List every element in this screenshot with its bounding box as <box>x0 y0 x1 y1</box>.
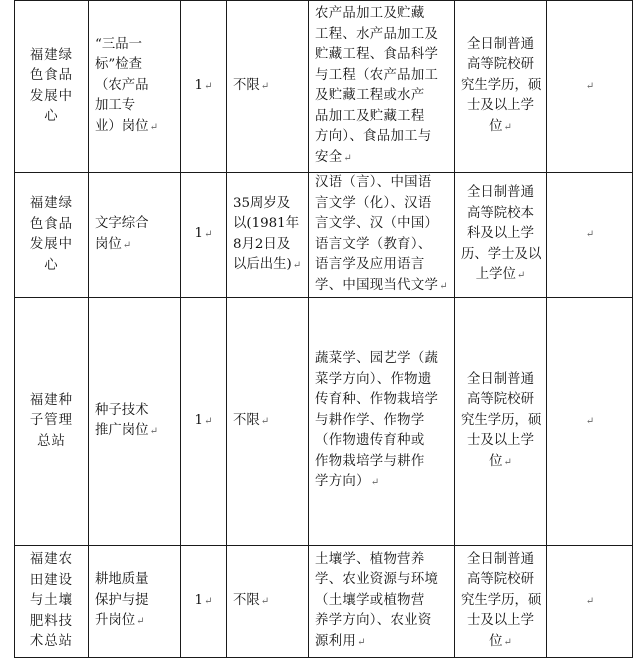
major-cell-line: 养学方向）、农业资 <box>315 613 432 629</box>
education-cell-line: 上学位↵ <box>475 267 526 283</box>
major-cell-line: 语言学及应用语言 <box>315 257 425 272</box>
age-cell <box>227 173 309 298</box>
education-cell-line: 究生学历，硕 <box>461 77 542 93</box>
major-cell-line: 汉语（言）、中国语 <box>315 175 432 190</box>
major-cell-line: 与工程（农产品加工 <box>315 67 439 83</box>
note-cell <box>547 173 633 298</box>
paragraph-mark-icon: ↵ <box>204 595 213 607</box>
major-cell-line: 工程、水产品加工及 <box>315 26 439 42</box>
major-cell-line: 言文学、汉（中国） <box>315 216 439 231</box>
position-cell-line: 种子技术 <box>95 402 149 418</box>
table-body <box>15 1 633 658</box>
age-cell <box>227 298 309 546</box>
major-cell-line: 品加工及贮藏工程 <box>315 108 425 124</box>
education-cell-line: 究生学历，硕 <box>461 592 542 608</box>
major-cell-line: 语言文学（教育）、 <box>315 236 432 252</box>
paragraph-mark-icon: ↵ <box>439 280 448 292</box>
position-cell-line: 保护与提 <box>95 592 149 608</box>
major-cell-line: 与耕作学、作物学 <box>315 412 425 428</box>
paragraph-mark-icon: ↵ <box>503 456 512 468</box>
recruitment-table <box>14 0 633 658</box>
major-cell-line: 安全↵ <box>315 149 353 165</box>
paragraph-mark-icon: ↵ <box>204 229 213 241</box>
count-cell-text: 1↵ <box>194 77 213 93</box>
paragraph-mark-icon: ↵ <box>204 415 213 427</box>
education-cell-line: 高等院校研 <box>467 57 534 73</box>
note-cell <box>547 546 633 658</box>
education-cell-line: 士及以上学 <box>467 433 534 449</box>
paragraph-mark-icon: ↵ <box>503 636 512 648</box>
unit-cell-line: 福建种 <box>29 392 74 408</box>
major-cell-line: 菜学方向）、作物遗 <box>315 371 432 387</box>
note-cell <box>547 1 633 173</box>
unit-cell <box>15 1 89 173</box>
unit-cell-line: 福建绿 <box>29 196 74 211</box>
age-cell-line: 以(1981年 <box>233 216 300 231</box>
unit-cell-line: 心 <box>44 109 59 124</box>
age-cell-line: 8月2日及 <box>233 236 291 252</box>
unit-cell-line: 总站 <box>37 433 66 449</box>
education-cell <box>455 298 547 546</box>
paragraph-mark-icon: ↵ <box>136 616 145 628</box>
paragraph-mark-icon: ↵ <box>585 80 595 92</box>
major-cell <box>309 173 455 298</box>
major-cell-line: 言文学（化）、汉语 <box>315 195 432 211</box>
age-cell-line: 不限↵ <box>233 412 270 428</box>
paragraph-mark-icon: ↵ <box>260 595 270 607</box>
position-cell-line: 文字综合 <box>95 216 149 231</box>
unit-cell-line: 术总站 <box>29 634 74 650</box>
education-cell-line: 位↵ <box>489 118 512 134</box>
unit-cell-line: 子管理 <box>29 413 74 429</box>
age-cell <box>227 1 309 173</box>
position-cell <box>89 546 181 658</box>
major-cell-line: 传育种、作物栽培学 <box>315 392 439 408</box>
paragraph-mark-icon: ↵ <box>343 152 353 164</box>
paragraph-mark-icon: ↵ <box>260 415 270 427</box>
major-cell-line: 蔬菜学、园艺学（蔬 <box>315 351 439 367</box>
major-cell-line: 学、中国现当代文学↵ <box>315 277 448 293</box>
position-cell-line: 推广岗位↵ <box>95 423 158 438</box>
count-cell-text: 1↵ <box>194 226 213 242</box>
major-cell-line: 土壤学、植物营养 <box>315 551 425 567</box>
paragraph-mark-icon: ↵ <box>585 415 595 427</box>
table-row <box>15 173 633 298</box>
education-cell <box>455 1 547 173</box>
count-cell <box>181 173 227 298</box>
count-cell <box>181 1 227 173</box>
major-cell-line: （土壤学或植物营 <box>315 592 425 608</box>
unit-cell-line: 与土壤 <box>29 593 74 609</box>
education-cell-line: 究生学历，硕 <box>461 412 542 428</box>
major-cell-line: 学方向）↵ <box>315 474 380 490</box>
table-row <box>15 1 633 173</box>
unit-cell <box>15 546 89 658</box>
age-cell <box>227 546 309 658</box>
education-cell <box>455 546 547 658</box>
position-cell-line: 升岗位↵ <box>95 613 145 629</box>
unit-cell-line: 肥料技 <box>29 613 74 629</box>
note-cell-text <box>585 413 594 428</box>
position-cell-line: 业）岗位↵ <box>95 118 158 134</box>
position-cell <box>89 173 181 298</box>
major-cell-line: 学、农业资源与环境 <box>315 572 439 588</box>
major-cell-line: 方向）、食品加工与 <box>315 129 432 144</box>
position-cell-line: “三品一 <box>95 36 143 52</box>
paragraph-mark-icon: ↵ <box>357 636 366 648</box>
education-cell-line: 高等院校研 <box>467 392 534 408</box>
age-cell-line: 不限↵ <box>233 592 270 608</box>
position-cell <box>89 298 181 546</box>
paragraph-mark-icon: ↵ <box>370 477 380 489</box>
position-cell <box>89 1 181 173</box>
paragraph-mark-icon: ↵ <box>149 121 158 133</box>
education-cell-line: 全日制普通 <box>467 371 534 387</box>
note-cell-text <box>585 78 594 93</box>
unit-cell-line: 发展中 <box>29 237 74 252</box>
major-cell <box>309 298 455 546</box>
position-cell-line: 耕地质量 <box>95 572 149 588</box>
paragraph-mark-icon: ↵ <box>516 270 526 282</box>
unit-cell-line: 心 <box>44 257 59 273</box>
major-cell-line: 作物栽培学与耕作 <box>315 453 425 469</box>
unit-cell-line: 田建设 <box>29 572 74 588</box>
age-cell-line: 以后出生)↵ <box>233 257 302 272</box>
paragraph-mark-icon: ↵ <box>292 260 302 271</box>
age-cell-line: 35周岁及 <box>233 195 291 211</box>
paragraph-mark-icon: ↵ <box>149 426 158 437</box>
education-cell <box>455 173 547 298</box>
age-cell-line: 不限↵ <box>233 77 270 93</box>
unit-cell-line: 色食品 <box>29 216 74 232</box>
major-cell <box>309 1 455 173</box>
paragraph-mark-icon: ↵ <box>260 80 270 92</box>
unit-cell-line: 发展中 <box>29 88 74 104</box>
education-cell-line: 历、学士及以 <box>461 246 542 262</box>
education-cell-line: 位↵ <box>489 453 512 469</box>
major-cell-line: 贮藏工程、食品科学 <box>315 47 439 62</box>
unit-cell-line: 福建农 <box>29 552 74 568</box>
note-cell-text <box>585 226 594 241</box>
major-cell-line: （作物遗传育种或 <box>315 433 425 449</box>
note-cell <box>547 298 633 546</box>
education-cell-line: 全日制普通 <box>467 36 534 52</box>
paragraph-mark-icon: ↵ <box>122 239 132 251</box>
unit-cell <box>15 173 89 298</box>
count-cell <box>181 546 227 658</box>
education-cell-line: 士及以上学 <box>467 98 534 114</box>
major-cell-line: 及贮藏工程或水产 <box>315 88 425 103</box>
education-cell-line: 高等院校研 <box>467 572 534 588</box>
education-cell-line: 科及以上学 <box>467 226 534 242</box>
education-cell-line: 位↵ <box>489 633 512 649</box>
major-cell <box>309 546 455 658</box>
position-cell-line: 加工专 <box>95 98 136 114</box>
note-cell-text <box>585 593 594 608</box>
table-row <box>15 546 633 658</box>
table-row <box>15 298 633 546</box>
position-cell-line: 标”检查 <box>95 57 143 73</box>
education-cell-line: 高等院校本 <box>467 205 534 221</box>
paragraph-mark-icon: ↵ <box>585 595 595 607</box>
major-cell-line: 农产品加工及贮藏 <box>315 6 425 21</box>
unit-cell <box>15 298 89 546</box>
paragraph-mark-icon: ↵ <box>204 80 213 92</box>
education-cell-line: 全日制普通 <box>467 185 534 201</box>
count-cell-text: 1↵ <box>194 412 213 428</box>
paragraph-mark-icon: ↵ <box>503 121 512 133</box>
unit-cell-line: 色食品 <box>29 68 74 83</box>
position-cell-line: 岗位↵ <box>95 236 132 252</box>
major-cell-line: 源利用↵ <box>315 633 366 649</box>
unit-cell-line: 福建绿 <box>29 47 74 63</box>
position-cell-line: （农产品 <box>95 77 149 93</box>
paragraph-mark-icon: ↵ <box>585 229 595 241</box>
education-cell-line: 士及以上学 <box>467 613 534 629</box>
count-cell-text: 1↵ <box>194 592 213 608</box>
education-cell-line: 全日制普通 <box>467 551 534 567</box>
count-cell <box>181 298 227 546</box>
